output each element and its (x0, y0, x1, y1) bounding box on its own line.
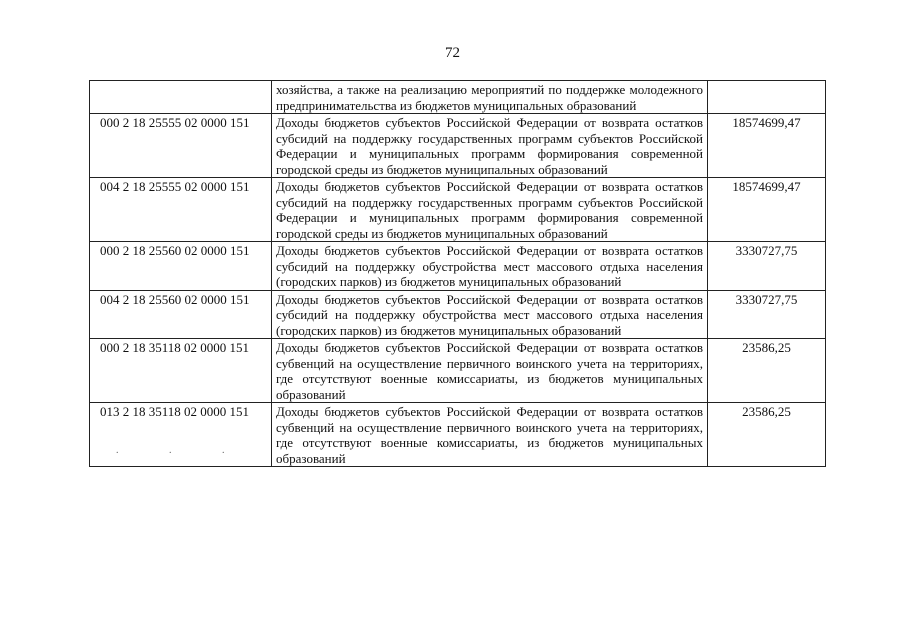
description-cell: Доходы бюджетов субъектов Российской Федерации от возврата остатков субсидий на поддержку государственных программ субъектов Российской Федерации и муниципальных программ формирования современной городской среды из бюджетов муниципальных образований (272, 114, 708, 178)
amount-cell: 18574699,47 (708, 114, 826, 178)
description-cell: Доходы бюджетов субъектов Российской Федерации от возврата остатков субсидий на поддержку государственных программ субъектов Российской Федерации и муниципальных программ формирования современной городской среды из бюджетов муниципальных образований (272, 178, 708, 242)
budget-code-cell: 004 2 18 25555 02 0000 151 (90, 178, 272, 242)
amount-cell: 3330727,75 (708, 290, 826, 339)
description-cell: Доходы бюджетов субъектов Российской Федерации от возврата остатков субвенций на осуществление первичного воинского учета на территориях, где отсутствуют военные комиссариаты, из бюджетов муниципальных образований (272, 339, 708, 403)
table-row (90, 403, 826, 467)
budget-code-cell: 000 2 18 25555 02 0000 151 (90, 114, 272, 178)
description-cell: Доходы бюджетов субъектов Российской Федерации от возврата остатков субсидий на поддержку обустройства мест массового отдыха населения (городских парков) из бюджетов муниципальных образований (272, 290, 708, 339)
amount-cell (708, 81, 826, 114)
budget-code-cell (90, 403, 272, 467)
amount-cell: 23586,25 (708, 339, 826, 403)
budget-code-cell: 000 2 18 35118 02 0000 151 (90, 339, 272, 403)
table-row (90, 178, 826, 242)
amount-cell: 23586,25 (708, 403, 826, 467)
table-row (90, 290, 826, 339)
amount-cell: 18574699,47 (708, 178, 826, 242)
page-number: 72 (445, 45, 460, 61)
amount-cell: 3330727,75 (708, 242, 826, 291)
table-row (90, 81, 826, 114)
table-row (90, 242, 826, 291)
description-cell: Доходы бюджетов субъектов Российской Федерации от возврата остатков субсидий на поддержку обустройства мест массового отдыха населения (городских парков) из бюджетов муниципальных образований (272, 242, 708, 291)
budget-code-text: 013 2 18 35118 02 0000 151 (100, 404, 250, 419)
budget-code-cell: 004 2 18 25560 02 0000 151 (90, 290, 272, 339)
table-row (90, 339, 826, 403)
scan-speck-marks: . . . (116, 444, 249, 456)
budget-code-cell: 000 2 18 25560 02 0000 151 (90, 242, 272, 291)
budget-code-cell (90, 81, 272, 114)
budget-table (89, 80, 826, 467)
description-cell: Доходы бюджетов субъектов Российской Федерации от возврата остатков субвенций на осуществление первичного воинского учета на территориях, где отсутствуют военные комиссариаты, из бюджетов муниципальных образований (272, 403, 708, 467)
description-cell: хозяйства, а также на реализацию мероприятий по поддержке молодежного предпринимательства из бюджетов муниципальных образований (272, 81, 708, 114)
table-row (90, 114, 826, 178)
